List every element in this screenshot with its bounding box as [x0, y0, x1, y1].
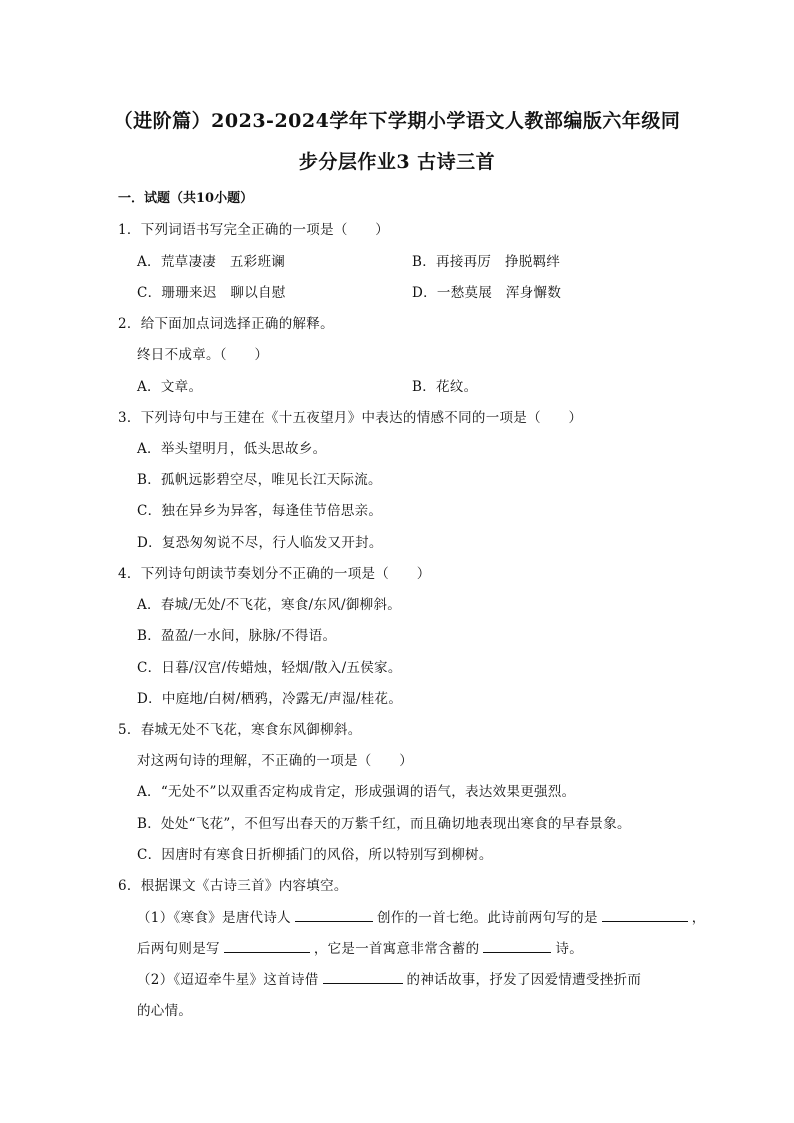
fill-blank-myth[interactable]	[323, 971, 403, 984]
question-2-sub: 终日不成章。（ ）	[137, 347, 269, 363]
question-6-part-2-line-2: 的心情。	[137, 1003, 193, 1019]
section-heading: 一．试题（共10小题）	[118, 191, 254, 206]
question-6-part-1-line-2	[137, 937, 583, 957]
question-3-option-a: A．举头望明月，低头思故乡。	[137, 441, 327, 457]
question-4-option-b: B．盈盈/一水间，脉脉/不得语。	[137, 628, 337, 644]
question-1-option-b: B．再接再厉 挣脱羁绊	[412, 254, 561, 270]
q6-text-2a: （2）《迢迢牵牛星》这首诗借	[137, 972, 319, 988]
question-2-option-b: B．花纹。	[412, 379, 478, 395]
question-1-option-d: D．一愁莫展 浑身懈数	[412, 285, 562, 301]
q6-text-1f: 诗。	[555, 941, 584, 957]
question-1-stem: 1．下列词语书写完全正确的一项是（ ）	[118, 222, 390, 238]
q6-text-1a: （1）《寒食》是唐代诗人	[137, 910, 291, 926]
fill-blank-last-two-lines[interactable]	[224, 940, 310, 953]
question-2-stem: 2．给下面加点词选择正确的解释。	[118, 316, 334, 332]
question-6-part-1-line-1	[137, 906, 706, 926]
q6-text-1d: 后两句则是写	[137, 941, 220, 957]
page-title-line-2: 步分层作业3 古诗三首	[298, 151, 496, 173]
q6-text-1e: ，它是一首寓意非常含蓄的	[313, 941, 480, 957]
question-4-option-d: D．中庭地/白树/栖鸦，冷露无/声湿/桂花。	[137, 691, 403, 707]
q6-text-1b: 创作的一首七绝。此诗前两句写的是	[376, 910, 598, 926]
question-3-option-c: C．独在异乡为异客，每逢佳节倍思亲。	[137, 503, 383, 519]
question-1-option-c: C．珊珊来迟 聊以自慰	[137, 285, 286, 301]
question-1-option-a: A．荒草凄凄 五彩班谰	[137, 254, 286, 270]
page-title-line-1: （进阶篇）2023-2024学年下学期小学语文人教部编版六年级同	[113, 110, 681, 132]
question-5-option-a: A．“无处不”以双重否定构成肯定，形成强调的语气，表达效果更强烈。	[137, 784, 576, 800]
question-6-part-2-line-1	[137, 968, 641, 988]
question-5-stem: 5．春城无处不飞花，寒食东风御柳斜。	[118, 722, 362, 738]
q6-text-2b: 的神话故事，抒发了因爱情遭受挫折而	[406, 972, 642, 988]
question-5-option-c: C．因唐时有寒食日折柳插门的风俗，所以特别写到柳树。	[137, 847, 493, 863]
question-4-option-a: A．春城/无处/不飞花，寒食/东风/御柳斜。	[137, 597, 402, 613]
fill-blank-poet[interactable]	[295, 909, 373, 922]
question-3-option-b: B．孤帆远影碧空尽，唯见长江天际流。	[137, 472, 382, 488]
question-5-option-b: B．处处“飞花”，不但写出春天的万紫千红，而且确切地表现出寒食的早春景象。	[137, 816, 631, 832]
question-6-stem: 6．根据课文《古诗三首》内容填空。	[118, 878, 348, 894]
question-3-stem: 3．下列诗句中与王建在《十五夜望月》中表达的情感不同的一项是（ ）	[118, 410, 583, 426]
question-5-sub: 对这两句诗的理解，不正确的一项是（ ）	[137, 753, 413, 769]
question-4-option-c: C．日暮/汉宫/传蜡烛，轻烟/散入/五侯家。	[137, 660, 402, 676]
question-4-stem: 4．下列诗句朗读节奏划分不正确的一项是（ ）	[118, 566, 431, 582]
q6-text-1c: ，	[691, 910, 706, 926]
question-3-option-d: D．复恐匆匆说不尽，行人临发又开封。	[137, 535, 383, 551]
fill-blank-first-two-lines[interactable]	[602, 909, 688, 922]
question-2-option-a: A．文章。	[137, 379, 203, 395]
fill-blank-poem-type[interactable]	[483, 940, 551, 953]
